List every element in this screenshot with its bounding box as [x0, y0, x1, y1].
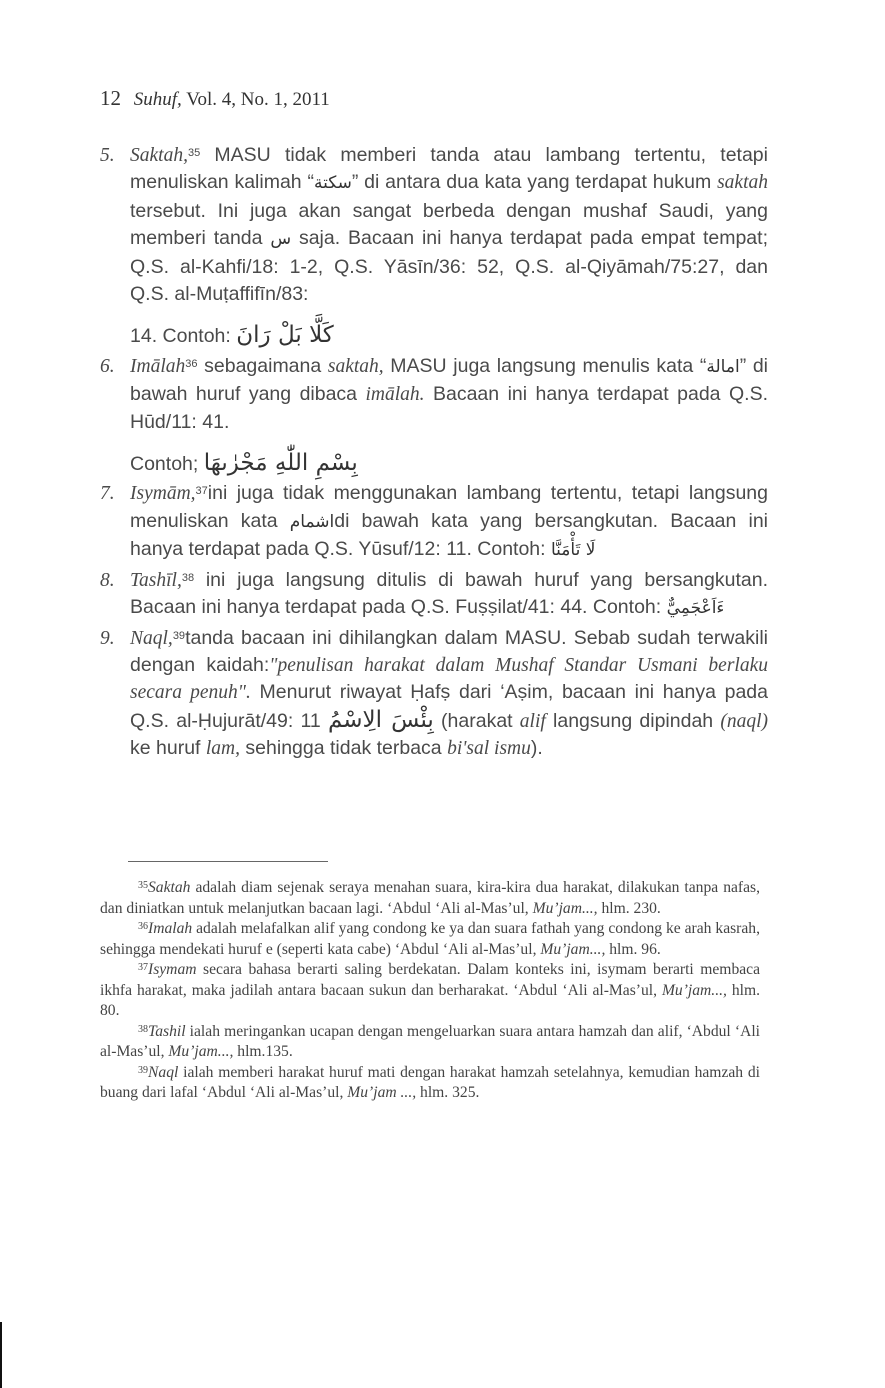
footnote-text: ialah memberi harakat huruf mati dengan harakat hamzah setelahnya, kemudian hamzah di buang dari lafal ‘Abdul ‘Ali al-Mas’ul,	[100, 1063, 760, 1101]
page-number: 12	[100, 86, 121, 110]
item-number: 5.	[100, 145, 115, 166]
footnote-text: ialah meringankan ucapan dengan mengeluarkan suara antara hamzah dan alif, ‘Abdul ‘Ali al-Mas’ul,	[100, 1022, 760, 1060]
footnote-term: Saktah	[148, 879, 191, 896]
footnote-term: Tashil	[148, 1022, 186, 1040]
item-italic: "penulisan harakat dalam Mushaf Standar Usmani berlaku secara penuh".	[130, 654, 768, 704]
footnote	[100, 960, 760, 1022]
item-term: Isymām,	[130, 483, 196, 505]
item-italic: imālah.	[365, 384, 425, 406]
item-term: Tashīl,	[130, 569, 182, 591]
footnote-tail: hlm. 96.	[605, 940, 661, 958]
example-arabic: لَا تَأْمَنَّا	[551, 540, 596, 561]
journal-volume: Vol. 4, No. 1, 2011	[186, 89, 330, 110]
example-line	[130, 450, 768, 478]
footnote-tail: hlm. 325.	[416, 1084, 480, 1101]
item-body	[130, 353, 768, 479]
item-italic: alif	[519, 710, 546, 732]
footnote-ref: 35	[187, 147, 201, 159]
item-text: ini juga tidak menggunakan lambang tertentu, tetapi langsung menuliskan kata	[130, 482, 768, 532]
item-text: MASU tidak memberi tanda atau lambang tertentu, tetapi menuliskan kalimah “	[130, 144, 768, 194]
footnote-ref: Mu’jam...,	[532, 899, 598, 917]
item-term: Saktah,	[130, 145, 188, 166]
item-text: Bacaan ini hanya terdapat pada Q.S. Hūd/11: 41.	[130, 383, 768, 433]
footnote-number: 38	[138, 1023, 148, 1035]
item-text: ” di bawah huruf yang dibaca	[130, 354, 768, 406]
footnote	[100, 1063, 760, 1104]
footnote-ref: Mu’jam...,	[540, 940, 606, 958]
footnote-tail: hlm.135.	[233, 1043, 293, 1060]
footnote	[100, 878, 760, 919]
list-item-tashil	[100, 567, 768, 623]
item-text: saja. Bacaan ini hanya terdapat pada empat tempat; Q.S. al-Kahfi/18: 1-2, Q.S. Yāsīn/36: 52, Q.S. al-Qiyāmah/75:27, dan Q.S. al-Muṭaffifīn/83:	[130, 227, 768, 306]
item-text: ke huruf	[130, 737, 206, 760]
footnote-ref: Mu’jam...,	[168, 1043, 234, 1060]
item-text: MASU juga langsung menulis kata “	[383, 354, 707, 377]
journal-name: Suhuf,	[133, 89, 182, 110]
item-text: ini juga langsung ditulis di bawah huruf yang bersangkutan. Bacaan ini hanya terdapat pada Q.S. Fuṣṣilat/41: 44. Contoh:	[130, 568, 768, 619]
example-arabic: بِسْمِ اللّٰهِ مَجْرٰىهَا	[203, 450, 358, 477]
example-line	[130, 322, 768, 350]
item-body	[130, 567, 768, 623]
footnote-ref: 36	[185, 357, 198, 370]
item-body	[130, 480, 768, 564]
item-text: sebagaimana	[197, 354, 328, 377]
item-term: Naql,	[130, 627, 173, 649]
list-item-saktah	[100, 142, 768, 351]
footnote-term: Naql	[148, 1063, 179, 1081]
item-body	[130, 625, 768, 763]
footnote-ref: Mu’jam ...,	[347, 1084, 417, 1101]
item-number: 7.	[100, 483, 115, 505]
arabic-text: امالة	[706, 356, 740, 377]
footnote-ref: 37	[195, 485, 208, 498]
item-text: tanda bacaan ini dihilangkan dalam MASU. Sebab sudah terwakili dengan kaidah:	[130, 626, 768, 676]
item-text: tersebut. Ini juga akan sangat berbeda dengan mushaf Saudi, yang memberi tanda	[130, 199, 768, 250]
footnotes	[100, 878, 760, 1104]
item-italic: saktah,	[327, 355, 384, 377]
footnote	[100, 919, 760, 960]
running-header	[100, 86, 330, 111]
footnote-ref: 39	[172, 629, 186, 642]
footnote-ref: Mu’jam...,	[661, 981, 727, 999]
footnote-ref: 38	[181, 571, 195, 584]
example-label: Contoh;	[130, 453, 199, 476]
footnote-tail: hlm. 80.	[100, 981, 761, 1019]
item-text: Menurut riwayat Ḥafṣ dari ‘Aṣim, bacaan ini hanya pada Q.S. al-Ḥujurāt/49: 11	[130, 681, 768, 732]
item-number: 8.	[100, 569, 115, 591]
item-italic: lam,	[205, 738, 241, 760]
footnote	[100, 1022, 760, 1063]
footnote-divider	[128, 861, 328, 862]
footnote-number: 35	[138, 880, 148, 891]
example-arabic: ءَاَعْجَمِيٌّ	[666, 598, 725, 619]
footnote-text: adalah melafalkan alif yang condong ke ya dan suara fathah yang condong ke arah kasrah, sehingga mendekati huruf e (seperti kata cabe) ‘Abdul ‘Ali al-Mas’ul,	[100, 920, 760, 958]
list-item-imalah	[100, 353, 768, 479]
list-item-isymam	[100, 480, 768, 564]
item-text: (harakat	[433, 709, 520, 732]
item-number: 6.	[100, 355, 115, 377]
example-label: 14. Contoh:	[130, 325, 231, 348]
footnote-text: adalah diam sejenak seraya menahan suara, kira-kira dua harakat, dilakukan tanpa nafas, dan diniatkan untuk melanjutkan bacaan lagi. ‘Abdul ‘Ali al-Mas’ul,	[100, 879, 760, 917]
item-text: ).	[530, 737, 543, 760]
item-text: sehingga tidak terbaca	[240, 737, 448, 760]
item-text: langsung dipindah	[545, 709, 721, 732]
arabic-text: اشمام	[289, 511, 335, 532]
reading-marks-list	[100, 142, 768, 765]
example-arabic: بِئْسَ الِاسْمُ	[327, 706, 434, 733]
item-italic: (naql)	[720, 710, 768, 732]
list-item-naql	[100, 625, 768, 763]
footnote-text: secara bahasa berarti saling berdekatan. Dalam konteks ini, isymam berarti membaca ikhfa harakat, maka jadilah antara bacaan sukun dan berharakat. ‘Abdul ‘Ali al-Mas’ul,	[100, 961, 760, 999]
footnote-number: 39	[138, 1064, 148, 1076]
item-text: ” di antara dua kata yang terdapat hukum	[351, 171, 718, 194]
footnote-term: Imalah	[148, 920, 193, 937]
arabic-text: سكتة	[313, 173, 352, 194]
footnote-number: 36	[138, 921, 148, 932]
item-italic: saktah	[717, 172, 768, 194]
item-body	[130, 142, 768, 351]
arabic-text: س	[270, 229, 292, 250]
example-arabic: كَلَّا بَلْ رَانَ	[236, 322, 334, 349]
scan-edge-bar	[0, 1322, 2, 1388]
footnote-number: 37	[138, 962, 148, 973]
item-italic: bi'sal ismu	[447, 738, 531, 760]
footnote-tail: hlm. 230.	[597, 899, 661, 917]
item-number: 9.	[100, 627, 115, 649]
item-term: Imālah	[130, 355, 186, 377]
footnote-term: Isymam	[148, 961, 197, 978]
item-text: di bawah kata yang bersangkutan. Bacaan ini hanya terdapat pada Q.S. Yūsuf/12: 11. Contoh:	[130, 509, 768, 561]
